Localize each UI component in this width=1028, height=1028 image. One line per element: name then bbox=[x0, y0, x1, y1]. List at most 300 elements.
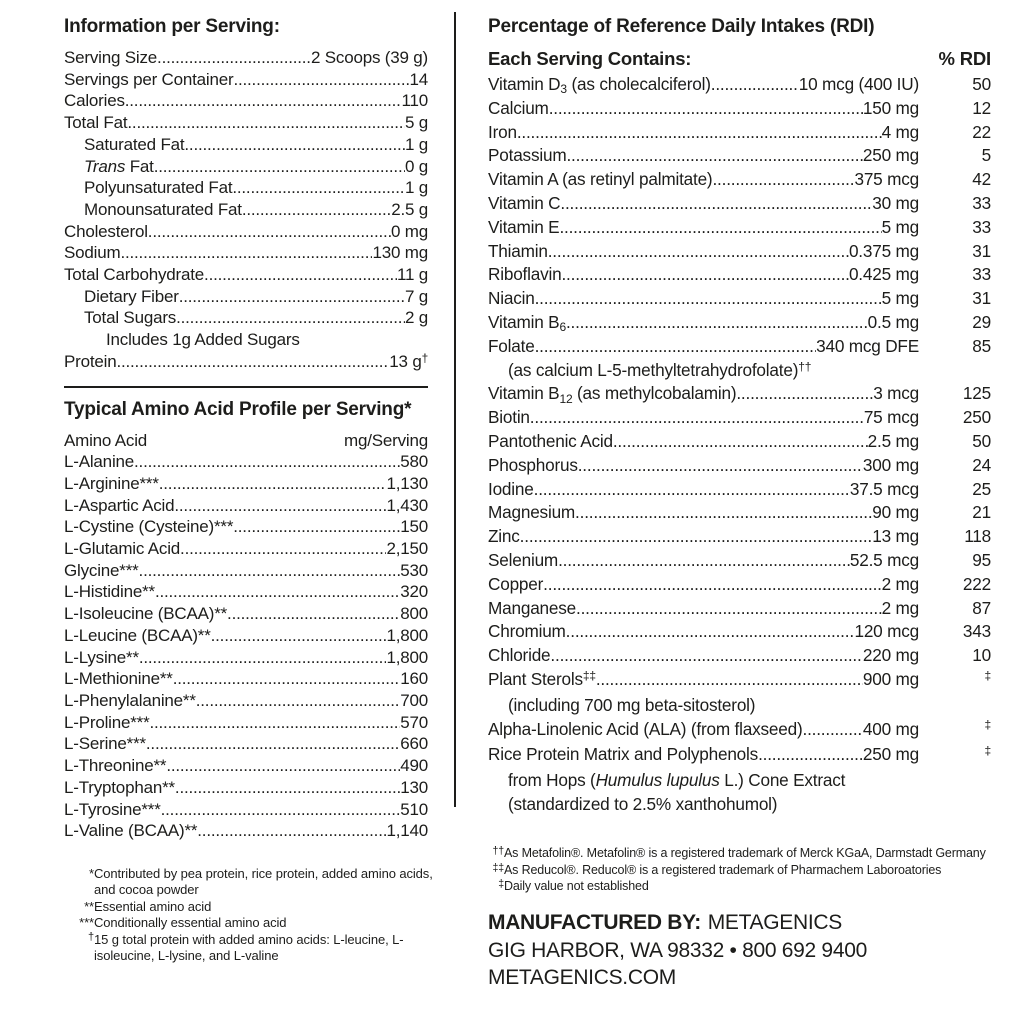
rdi-row bbox=[488, 240, 991, 264]
amino-row-value: 1,430 bbox=[386, 495, 428, 515]
info-row bbox=[64, 90, 428, 112]
amino-row-label: L-Leucine (BCAA)** bbox=[64, 625, 211, 645]
amino-row-label: L-Lysine** bbox=[64, 647, 139, 667]
rdi-row-value: 13 mg bbox=[872, 526, 919, 547]
rdi-row-label: Pantothenic Acid bbox=[488, 430, 613, 451]
footnote bbox=[72, 866, 456, 899]
rdi-row-percent: 33 bbox=[972, 264, 991, 285]
column-divider bbox=[454, 12, 456, 807]
dot-leader bbox=[520, 525, 873, 549]
dot-leader bbox=[161, 799, 401, 821]
dot-leader bbox=[155, 581, 400, 603]
dot-leader bbox=[197, 820, 386, 842]
rdi-row-label: (as calcium L-5-methyltetrahydrofolate)†† bbox=[508, 359, 812, 380]
dot-leader bbox=[517, 121, 882, 145]
amino-section-title: Typical Amino Acid Profile per Serving* bbox=[64, 398, 412, 420]
amino-row-value: 320 bbox=[400, 582, 428, 602]
rdi-section-title: Percentage of Reference Daily Intakes (RDI) bbox=[488, 16, 875, 37]
info-row bbox=[64, 112, 428, 134]
info-row bbox=[64, 221, 428, 243]
dot-leader bbox=[127, 112, 405, 134]
amino-col-name: Amino Acid bbox=[64, 430, 148, 450]
amino-row bbox=[64, 451, 428, 473]
info-row-value: 2.5 g bbox=[391, 199, 428, 219]
rdi-row-label: Vitamin $D_3$ (as cholecalciferol) bbox=[488, 74, 711, 97]
rdi-row-label: Rice Protein Matrix and Polyphenols bbox=[488, 744, 759, 765]
rdi-row bbox=[488, 743, 991, 769]
rdi-row bbox=[488, 335, 991, 359]
amino-row-value: 160 bbox=[400, 669, 428, 689]
rdi-row-label: (including 700 mg beta-sitosterol) bbox=[508, 694, 756, 715]
rdi-row-label: Folate bbox=[488, 335, 535, 356]
amino-row-value: 1,130 bbox=[386, 473, 428, 493]
dot-leader bbox=[596, 668, 863, 692]
amino-row-label: L-Aspartic Acid bbox=[64, 495, 175, 515]
footnote-marker: ‡ bbox=[498, 878, 504, 891]
amino-row-label: L-Proline*** bbox=[64, 712, 150, 732]
amino-col-amount: mg/Serving bbox=[344, 430, 428, 450]
rdi-row-value: 250 mg bbox=[862, 145, 919, 166]
amino-row bbox=[64, 647, 428, 669]
rdi-row-percent: 12 bbox=[972, 97, 991, 118]
dot-leader bbox=[613, 430, 868, 454]
rdi-row-value: 10 mcg (400 IU) bbox=[798, 74, 919, 94]
rdi-row-label: Alpha-Linolenic Acid (ALA) (from flaxseed) bbox=[488, 718, 803, 739]
amino-row-value: 130 bbox=[400, 777, 428, 797]
dot-leader bbox=[559, 216, 881, 240]
dot-leader bbox=[173, 668, 401, 690]
info-row bbox=[64, 264, 428, 286]
rdi-row bbox=[488, 549, 991, 573]
rdi-row-value: 150 mg bbox=[862, 97, 919, 118]
info-row-label: Total Carbohydrate bbox=[64, 265, 205, 285]
rdi-row-label: Vitamin $B_{12}$ (as methylcobalamin) bbox=[488, 383, 737, 406]
dot-leader bbox=[534, 478, 850, 502]
rdi-row bbox=[488, 501, 991, 525]
dot-leader bbox=[184, 134, 405, 156]
rdi-row bbox=[488, 359, 991, 383]
rdi-row-percent: 222 bbox=[962, 573, 991, 594]
rdi-row bbox=[488, 192, 991, 216]
rdi-row bbox=[488, 430, 991, 454]
dot-leader bbox=[179, 286, 405, 308]
rdi-row-value: 900 mg bbox=[862, 668, 919, 689]
rdi-row-label: Vitamin A (as retinyl palmitate) bbox=[488, 169, 713, 190]
info-row-label: Trans Fat bbox=[84, 156, 154, 176]
rdi-row-percent: 10 bbox=[972, 645, 991, 666]
rdi-row-label: Riboflavin bbox=[488, 264, 562, 285]
amino-row-value: 1,800 bbox=[386, 647, 428, 667]
amino-row-label: L-Threonine** bbox=[64, 756, 167, 776]
rdi-row-value: 90 mg bbox=[872, 502, 919, 523]
rdi-row-label: Chromium bbox=[488, 621, 566, 642]
right-column bbox=[488, 16, 991, 992]
amino-row bbox=[64, 733, 428, 755]
dot-leader bbox=[233, 69, 409, 91]
info-row-value: 1 g bbox=[404, 134, 428, 154]
rdi-row-label: Plant Sterols‡‡ bbox=[488, 668, 596, 689]
rdi-row-percent: 24 bbox=[972, 454, 991, 475]
info-row-value: 7 g bbox=[404, 286, 428, 306]
amino-row-value: 150 bbox=[400, 517, 428, 537]
info-row-value: 2 Scoops (39 g) bbox=[310, 48, 428, 67]
amino-row bbox=[64, 820, 428, 842]
info-row-value: 1 g bbox=[404, 178, 428, 198]
rdi-row bbox=[488, 668, 991, 694]
rdi-row-percent: 50 bbox=[972, 74, 991, 94]
amino-row-value: 570 bbox=[400, 712, 428, 732]
rdi-row-label: Biotin bbox=[488, 407, 530, 428]
dot-leader bbox=[125, 90, 402, 112]
dot-leader bbox=[146, 733, 400, 755]
rdi-row bbox=[488, 793, 991, 817]
footnote bbox=[488, 863, 991, 880]
info-row-value: 2 g bbox=[404, 308, 428, 328]
rdi-row bbox=[488, 97, 991, 121]
footnote-marker: *** bbox=[79, 915, 94, 931]
rdi-row bbox=[488, 144, 991, 168]
rdi-row-percent: 95 bbox=[972, 549, 991, 570]
dot-leader bbox=[175, 777, 400, 799]
manufacturer-name: METAGENICS bbox=[707, 911, 842, 935]
info-row bbox=[64, 134, 428, 156]
amino-row-label: L-Methionine** bbox=[64, 669, 173, 689]
rdi-row bbox=[488, 406, 991, 430]
amino-row-value: 580 bbox=[400, 452, 428, 472]
footnote-text: Essential amino acid bbox=[94, 898, 212, 914]
rdi-row-percent: 87 bbox=[972, 597, 991, 618]
amino-row bbox=[64, 495, 428, 517]
amino-row-value: 700 bbox=[400, 690, 428, 710]
info-section-title: Information per Serving: bbox=[64, 16, 280, 37]
dot-leader bbox=[134, 451, 400, 473]
dot-leader bbox=[566, 620, 855, 644]
dot-leader bbox=[139, 647, 387, 669]
rdi-row-label: Niacin bbox=[488, 288, 535, 309]
manufacturer-block bbox=[488, 909, 991, 992]
dot-leader bbox=[561, 263, 848, 287]
amino-row-label: L-Phenylalanine** bbox=[64, 690, 196, 710]
amino-row-value: 1,800 bbox=[386, 625, 428, 645]
dot-leader bbox=[736, 382, 873, 406]
footnote-marker: † bbox=[87, 931, 94, 944]
dot-leader bbox=[550, 644, 862, 668]
rdi-row bbox=[488, 478, 991, 502]
rdi-row-value: 37.5 mcg bbox=[849, 478, 919, 499]
amino-row bbox=[64, 625, 428, 647]
amino-row bbox=[64, 538, 428, 560]
rdi-row-value: 120 mcg bbox=[854, 621, 919, 642]
rdi-row-label: from Hops (Humulus lupulus L.) Cone Extract bbox=[508, 770, 846, 791]
rdi-row-value: 375 mcg bbox=[854, 169, 919, 190]
dot-leader bbox=[180, 538, 386, 560]
info-row-value: 130 mg bbox=[372, 243, 428, 263]
rdi-row-label: (standardized to 2.5% xanthohumol) bbox=[508, 793, 778, 814]
rdi-row bbox=[488, 287, 991, 311]
amino-rows bbox=[64, 451, 428, 842]
amino-row bbox=[64, 755, 428, 777]
footnote-marker: ** bbox=[84, 898, 94, 914]
rdi-row bbox=[488, 597, 991, 621]
dot-leader bbox=[166, 755, 400, 777]
footnote bbox=[72, 899, 456, 915]
info-row bbox=[64, 307, 428, 329]
manufactured-by-label: MANUFACTURED BY: bbox=[488, 911, 701, 935]
rdi-rows bbox=[488, 73, 991, 817]
info-row-label: Dietary Fiber bbox=[84, 286, 179, 306]
amino-row-value: 490 bbox=[400, 756, 428, 776]
rdi-row-percent: 5 bbox=[981, 145, 991, 166]
rdi-row-label: Magnesium bbox=[488, 502, 576, 523]
rdi-row-percent: 33 bbox=[972, 216, 991, 237]
rdi-row-percent: 25 bbox=[972, 478, 991, 499]
footnote-text: Contributed by pea protein, rice protein, added amino acids, and cocoa powder bbox=[94, 865, 433, 898]
dot-leader bbox=[530, 406, 864, 430]
rdi-row bbox=[488, 311, 991, 335]
dot-leader bbox=[196, 690, 400, 712]
footnote-marker: ‡‡ bbox=[492, 861, 504, 874]
rdi-row-percent: ‡ bbox=[984, 743, 991, 758]
amino-row bbox=[64, 473, 428, 495]
rdi-row-value: 5 mg bbox=[881, 216, 919, 237]
rdi-row bbox=[488, 769, 991, 793]
info-row-label: Polyunsaturated Fat bbox=[84, 178, 233, 198]
amino-row-label: L-Cystine (Cysteine)*** bbox=[64, 517, 234, 537]
amino-row-label: L-Tyrosine*** bbox=[64, 799, 161, 819]
rdi-row bbox=[488, 718, 991, 744]
rdi-row-value: 75 mcg bbox=[863, 407, 919, 428]
dot-leader bbox=[159, 473, 387, 495]
dot-leader bbox=[232, 177, 405, 199]
amino-row bbox=[64, 777, 428, 799]
footnote-text: As Reducol®. Reducol® is a registered trademark of Pharmachem Laboroatories bbox=[504, 862, 942, 877]
footnote-marker: * bbox=[89, 865, 94, 881]
dot-leader bbox=[543, 573, 881, 597]
rdi-row-label: Potassium bbox=[488, 145, 567, 166]
info-row bbox=[64, 351, 428, 373]
amino-row bbox=[64, 712, 428, 734]
rdi-row bbox=[488, 382, 991, 406]
footnote-text: 15 g total protein with added amino acids: L-leucine, L-isoleucine, L-lysine, and L-valine bbox=[94, 931, 404, 963]
info-row-value: 0 g bbox=[404, 156, 428, 176]
rdi-row bbox=[488, 168, 991, 192]
amino-row-label: L-Tryptophan** bbox=[64, 777, 175, 797]
rdi-header-label: Each Serving Contains: bbox=[488, 48, 692, 69]
amino-row bbox=[64, 560, 428, 582]
amino-row bbox=[64, 668, 428, 690]
dot-leader bbox=[139, 560, 401, 582]
rdi-row-label: Vitamin C bbox=[488, 192, 561, 213]
rdi-row-value: 4 mg bbox=[881, 121, 919, 142]
info-row bbox=[64, 47, 428, 69]
rdi-row-value: 2 mg bbox=[881, 573, 919, 594]
manufacturer-address: GIG HARBOR, WA 98332 • 800 692 9400 bbox=[488, 938, 867, 962]
amino-row-label: L-Glutamic Acid bbox=[64, 539, 181, 559]
rdi-header-percent: % RDI bbox=[938, 48, 991, 69]
info-row-value: 0 mg bbox=[391, 221, 428, 241]
amino-row-label: L-Isoleucine (BCAA)** bbox=[64, 604, 228, 624]
amino-row-label: L-Arginine*** bbox=[64, 473, 159, 493]
manufacturer-line bbox=[488, 909, 991, 937]
manufacturer-website: METAGENICS.COM bbox=[488, 966, 676, 990]
rdi-row-value: 0.5 mg bbox=[867, 311, 919, 332]
rdi-row bbox=[488, 216, 991, 240]
info-row-value: 11 g bbox=[396, 265, 428, 285]
amino-row bbox=[64, 799, 428, 821]
rdi-row-value: 300 mg bbox=[862, 454, 919, 475]
rdi-row-percent: 42 bbox=[972, 169, 991, 190]
rdi-row-percent: 85 bbox=[972, 335, 991, 356]
rdi-row bbox=[488, 454, 991, 478]
footnote bbox=[72, 915, 456, 931]
dot-leader bbox=[578, 454, 863, 478]
left-column bbox=[64, 16, 433, 964]
amino-row bbox=[64, 603, 428, 625]
rdi-row-label: Chloride bbox=[488, 645, 551, 666]
amino-row-label: L-Alanine bbox=[64, 452, 135, 472]
dot-leader bbox=[758, 743, 863, 767]
info-row-value: 13 g† bbox=[389, 350, 428, 371]
rdi-row bbox=[488, 620, 991, 644]
dot-leader bbox=[174, 495, 386, 517]
rdi-row-percent: 343 bbox=[962, 621, 991, 642]
info-row-label: Total Fat bbox=[64, 113, 128, 133]
amino-row-value: 2,150 bbox=[386, 539, 428, 559]
info-row-value: 110 bbox=[401, 91, 428, 111]
rdi-row-label: Vitamin E bbox=[488, 216, 560, 237]
rdi-row-value: 340 mcg DFE bbox=[816, 335, 919, 356]
info-row bbox=[64, 177, 428, 199]
dot-leader bbox=[711, 73, 799, 97]
footnote-text: Conditionally essential amino acid bbox=[94, 915, 287, 931]
rdi-row-percent: 31 bbox=[972, 288, 991, 309]
amino-row bbox=[64, 690, 428, 712]
amino-row-value: 530 bbox=[400, 560, 428, 580]
info-row bbox=[64, 286, 428, 308]
rdi-table-header bbox=[488, 47, 991, 71]
rdi-row-value: 400 mg bbox=[862, 718, 919, 739]
rdi-row-label: Iron bbox=[488, 121, 517, 142]
dot-leader bbox=[176, 307, 405, 329]
info-row-label: Protein bbox=[64, 351, 117, 371]
rdi-row-value: 2 mg bbox=[881, 597, 919, 618]
footnote-text: Daily value not established bbox=[504, 879, 649, 894]
dot-leader bbox=[211, 625, 387, 647]
dot-leader bbox=[712, 168, 854, 192]
amino-footnotes bbox=[64, 866, 456, 964]
rdi-row-value: 0.375 mg bbox=[848, 240, 919, 261]
rdi-row-value: 220 mg bbox=[862, 645, 919, 666]
dot-leader bbox=[233, 516, 400, 538]
info-row bbox=[64, 242, 428, 264]
dot-leader bbox=[566, 311, 868, 335]
rdi-row-percent: 21 bbox=[972, 502, 991, 523]
dot-leader bbox=[120, 242, 372, 264]
rdi-row-label: Thiamin bbox=[488, 240, 548, 261]
footnote bbox=[488, 846, 991, 863]
info-row bbox=[64, 156, 428, 178]
rdi-row-label: Copper bbox=[488, 573, 544, 594]
rdi-row-label: Selenium bbox=[488, 549, 559, 570]
rdi-row-label: Iodine bbox=[488, 478, 534, 499]
amino-column-header bbox=[64, 430, 428, 452]
dot-leader bbox=[148, 221, 391, 243]
info-row-label: Servings per Container bbox=[64, 69, 234, 89]
rdi-row bbox=[488, 121, 991, 145]
dot-leader bbox=[560, 192, 872, 216]
info-row bbox=[64, 69, 428, 91]
info-row-label: Serving Size bbox=[64, 48, 158, 67]
amino-row-value: 660 bbox=[400, 734, 428, 754]
info-row bbox=[64, 199, 428, 221]
rdi-row-percent: 31 bbox=[972, 240, 991, 261]
footnote bbox=[72, 932, 456, 965]
dot-leader bbox=[149, 712, 400, 734]
rdi-row-percent: 29 bbox=[972, 311, 991, 332]
dot-leader bbox=[154, 156, 405, 178]
rdi-row-percent: ‡ bbox=[984, 668, 991, 683]
info-row-value: 5 g bbox=[404, 113, 428, 133]
info-row-label: Sodium bbox=[64, 243, 121, 263]
dot-leader bbox=[535, 335, 817, 359]
rdi-footnotes bbox=[488, 846, 991, 896]
rdi-row-percent: 118 bbox=[964, 526, 991, 547]
footnote-marker: †† bbox=[492, 844, 504, 857]
info-row-label: Calories bbox=[64, 91, 125, 111]
rdi-row-value: 5 mg bbox=[881, 288, 919, 309]
rdi-row-value: 2.5 mg bbox=[867, 430, 919, 451]
info-row bbox=[64, 329, 428, 351]
amino-row-value: 510 bbox=[400, 799, 428, 819]
rdi-row-label: Vitamin $B_6$ bbox=[488, 311, 566, 335]
info-rows bbox=[64, 47, 428, 373]
amino-row-label: Glycine*** bbox=[64, 560, 139, 580]
dot-leader bbox=[558, 549, 850, 573]
rdi-row-percent: ‡ bbox=[984, 718, 991, 733]
footnote bbox=[488, 879, 991, 896]
amino-row bbox=[64, 516, 428, 538]
rdi-row-percent: 50 bbox=[972, 430, 991, 451]
rdi-row-value: 30 mg bbox=[872, 192, 919, 213]
amino-row-label: L-Serine*** bbox=[64, 734, 146, 754]
rdi-row-label: Phosphorus bbox=[488, 454, 578, 475]
dot-leader bbox=[549, 97, 863, 121]
amino-row-label: L-Histidine** bbox=[64, 582, 155, 602]
rdi-row bbox=[488, 694, 991, 718]
rdi-row bbox=[488, 263, 991, 287]
rdi-row-percent: 250 bbox=[962, 407, 991, 428]
amino-row-value: 800 bbox=[400, 604, 428, 624]
rdi-row bbox=[488, 73, 991, 97]
dot-leader bbox=[566, 144, 862, 168]
section-divider-rule bbox=[64, 386, 428, 388]
rdi-row-value: 52.5 mcg bbox=[849, 549, 919, 570]
info-row-label: Monounsaturated Fat bbox=[84, 199, 242, 219]
rdi-row-value: 250 mg bbox=[862, 744, 919, 765]
rdi-row-percent: 125 bbox=[962, 383, 991, 404]
dot-leader bbox=[157, 47, 311, 69]
dot-leader bbox=[548, 240, 849, 264]
info-row-value: 14 bbox=[409, 69, 428, 89]
dot-leader bbox=[576, 597, 882, 621]
info-row-label: Includes 1g Added Sugars bbox=[106, 330, 300, 350]
info-row-label: Total Sugars bbox=[84, 308, 177, 328]
dot-leader bbox=[535, 287, 882, 311]
dot-leader bbox=[803, 718, 863, 742]
rdi-row-label: Manganese bbox=[488, 597, 577, 618]
rdi-row-percent: 22 bbox=[972, 121, 991, 142]
amino-row-label: L-Valine (BCAA)** bbox=[64, 821, 198, 841]
